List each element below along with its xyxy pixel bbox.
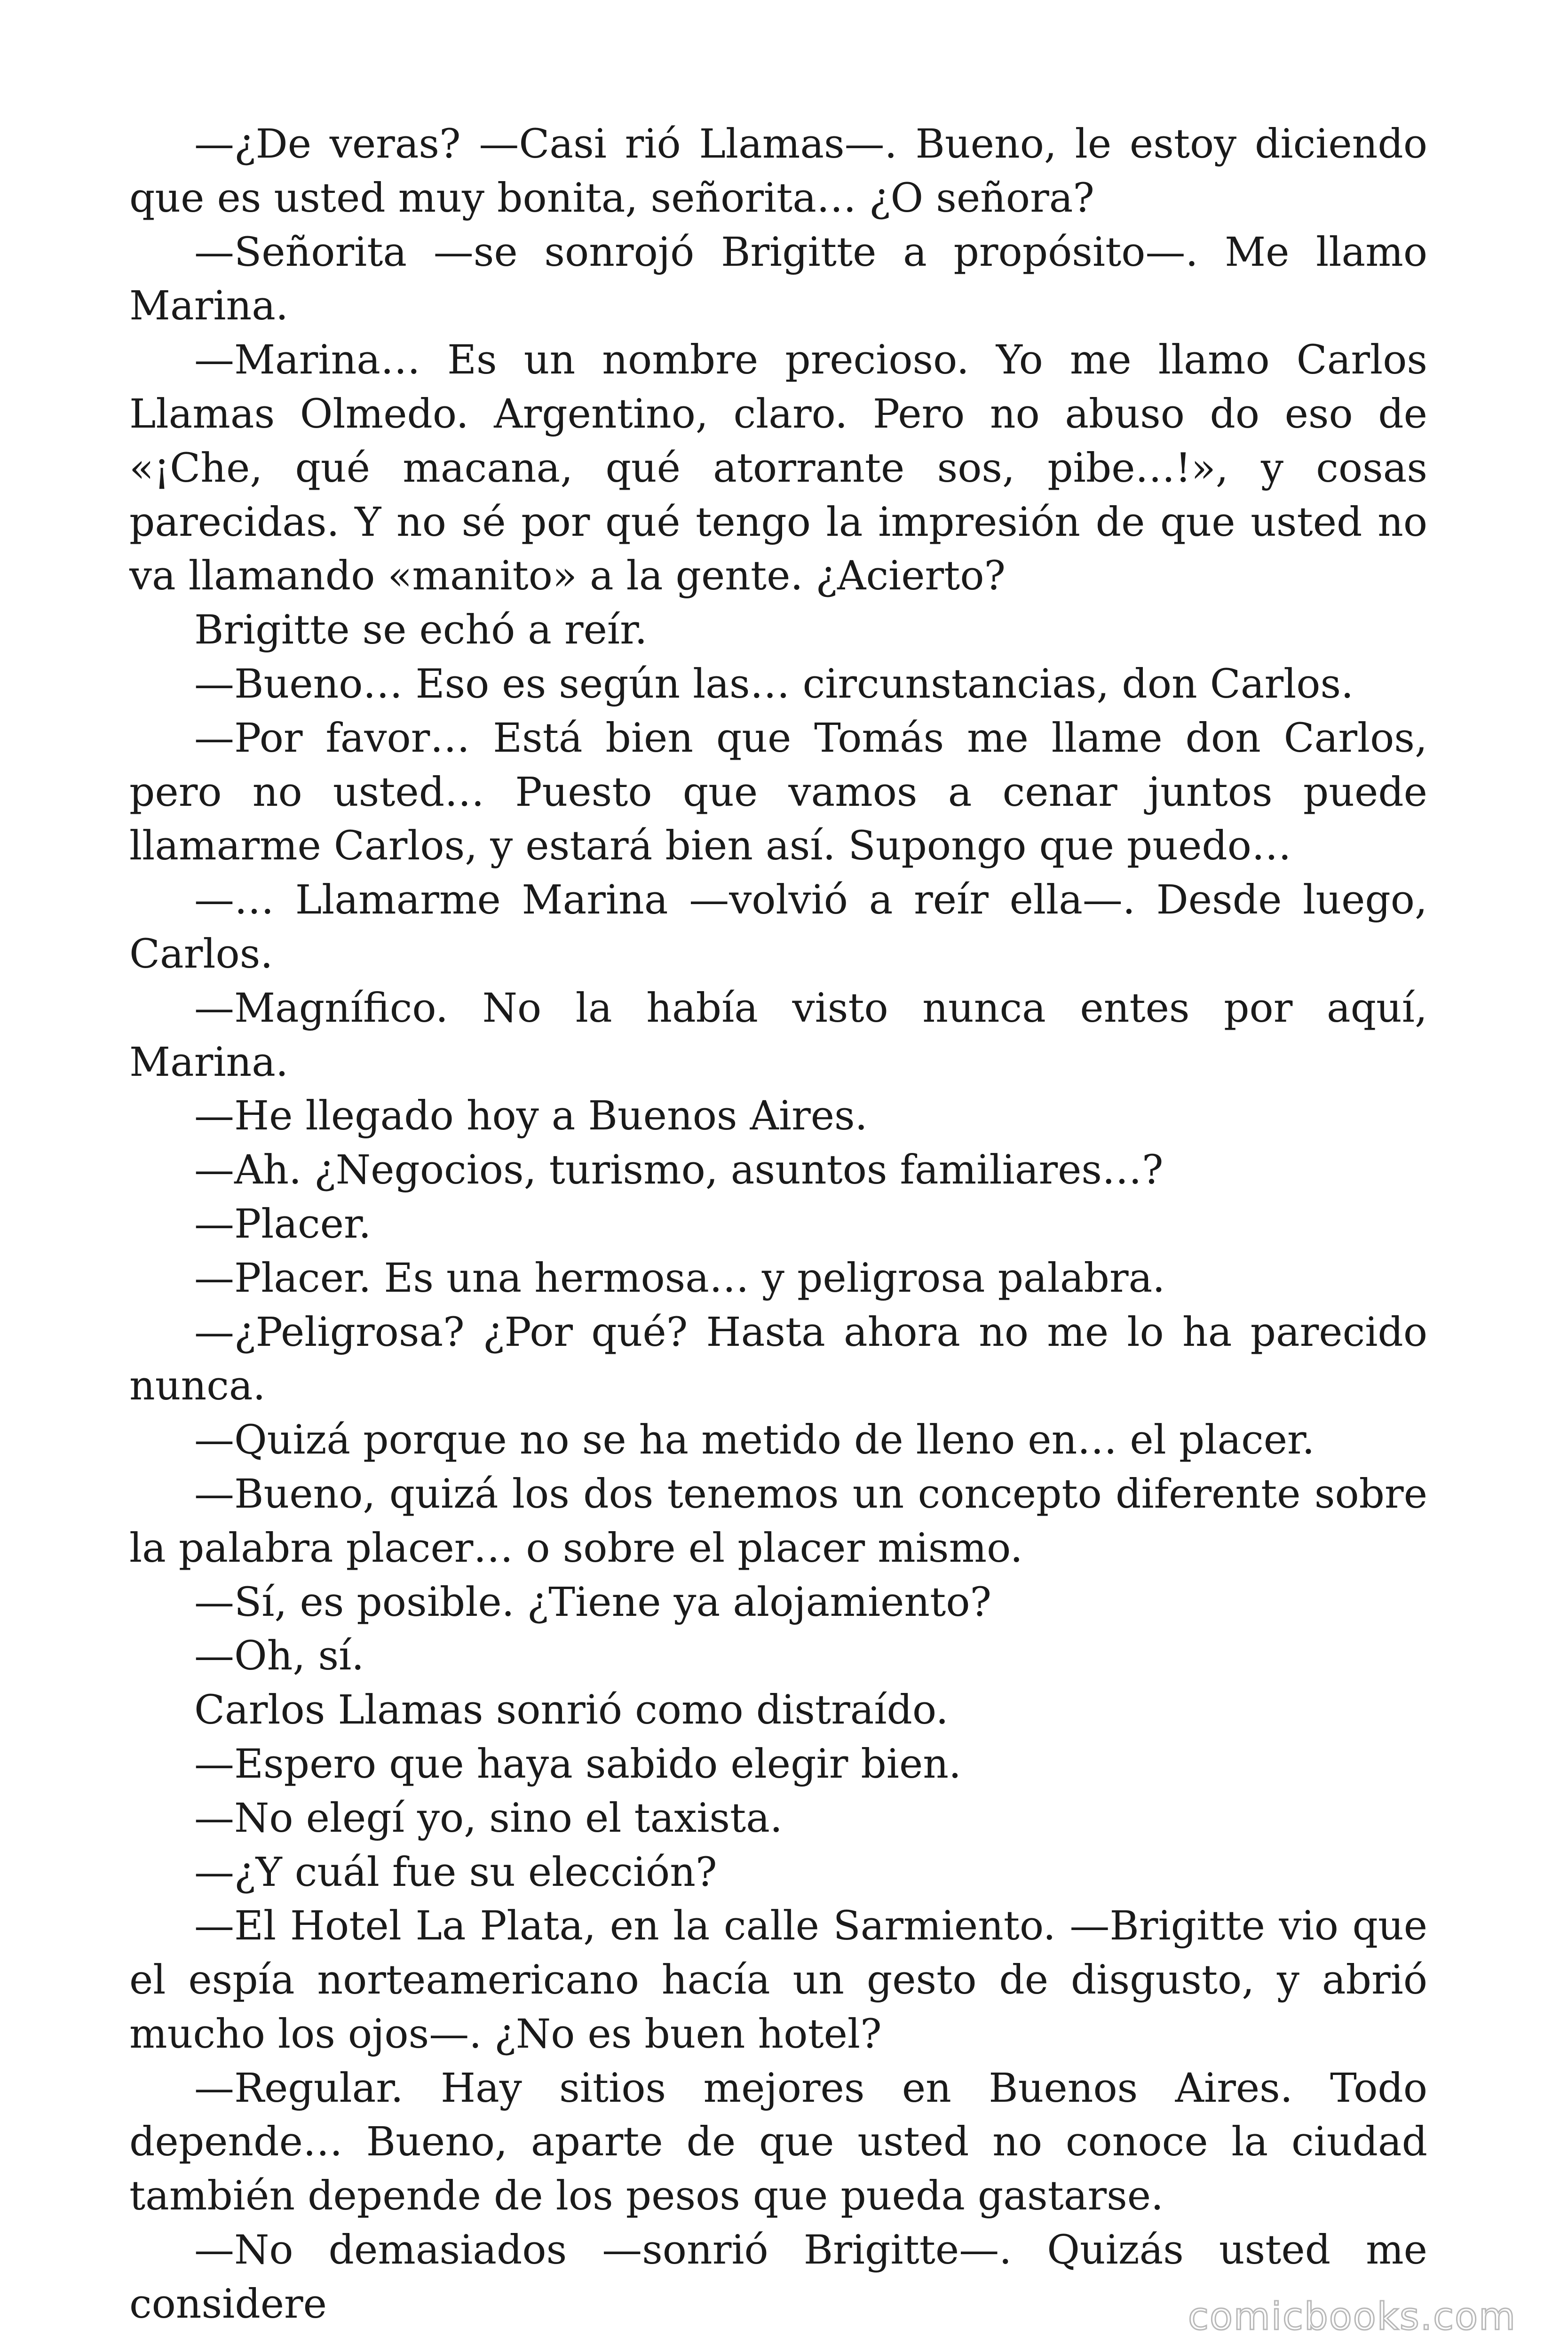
paragraph-23: —Regular. Hay sitios mejores en Buenos Aires. Todo depende… Bueno, aparte de que usted no conoce la ciudad también depende de los pesos que pueda gastarse.: [129, 2065, 1427, 2220]
paragraph-17: —Oh, sí.: [194, 1633, 364, 1680]
paragraph-11: —Placer.: [194, 1200, 372, 1248]
paragraph-24: —No demasiados —sonrió Brigitte—. Quizás usted me considere: [129, 2227, 1427, 2328]
paragraph-8: —Magnífico. No la había visto nunca entes por aquí, Marina.: [129, 985, 1427, 1086]
body-text: [129, 118, 1427, 2332]
paragraph-9: —He llegado hoy a Buenos Aires.: [194, 1093, 868, 1140]
paragraph-21: —¿Y cuál fue su elección?: [194, 1849, 717, 1896]
paragraph-1: —¿De veras? —Casi rió Llamas—. Bueno, le estoy diciendo que es usted muy bonita, señorita… ¿O señora?: [129, 121, 1427, 222]
paragraph-14: —Quizá porque no se ha metido de lleno en… el placer.: [194, 1417, 1315, 1464]
paragraph-15: —Bueno, quizá los dos tenemos un concepto diferente sobre la palabra placer… o sobre el placer mismo.: [129, 1470, 1427, 1572]
paragraph-19: —Espero que haya sabido elegir bien.: [194, 1740, 962, 1788]
paragraph-13: —¿Peligrosa? ¿Por qué? Hasta ahora no me lo ha parecido nunca.: [129, 1309, 1427, 1410]
paragraph-22: —El Hotel La Plata, en la calle Sarmiento. —Brigitte vio que el espía norteamericano hacía un gesto de disgusto, y abrió mucho los ojos—. ¿No es buen hotel?: [129, 1903, 1427, 2058]
paragraph-16: —Sí, es posible. ¿Tiene ya alojamiento?: [194, 1579, 992, 1626]
paragraph-4: Brigitte se echó a reír.: [194, 607, 648, 654]
paragraph-6: —Por favor… Está bien que Tomás me llame don Carlos, pero no usted… Puesto que vamos a cenar juntos puede llamarme Carlos, y estará bien así. Supongo que puedo…: [129, 715, 1427, 870]
paragraph-10: —Ah. ¿Negocios, turismo, asuntos familiares…?: [194, 1147, 1164, 1194]
paragraph-20: —No elegí yo, sino el taxista.: [194, 1795, 783, 1842]
watermark: comicbooks.com: [1188, 2295, 1516, 2338]
paragraph-5: —Bueno… Eso es según las… circunstancias, don Carlos.: [194, 660, 1354, 707]
paragraph-3: —Marina… Es un nombre precioso. Yo me llamo Carlos Llamas Olmedo. Argentino, claro. Pero no abuso do eso de «¡Che, qué macana, qué atorrante sos, pibe…!», y cosas parecidas. Y no sé por qué tengo la impresión de que usted no va llamando «manito» a la gente. ¿Acierto?: [129, 337, 1427, 600]
paragraph-18: Carlos Llamas sonrió como distraído.: [194, 1687, 949, 1734]
paragraph-2: —Señorita —se sonrojó Brigitte a propósito—. Me llamo Marina.: [129, 229, 1427, 330]
paragraph-12: —Placer. Es una hermosa… y peligrosa palabra.: [194, 1255, 1165, 1302]
paragraph-7: —… Llamarme Marina —volvió a reír ella—. Desde luego, Carlos.: [129, 877, 1427, 977]
